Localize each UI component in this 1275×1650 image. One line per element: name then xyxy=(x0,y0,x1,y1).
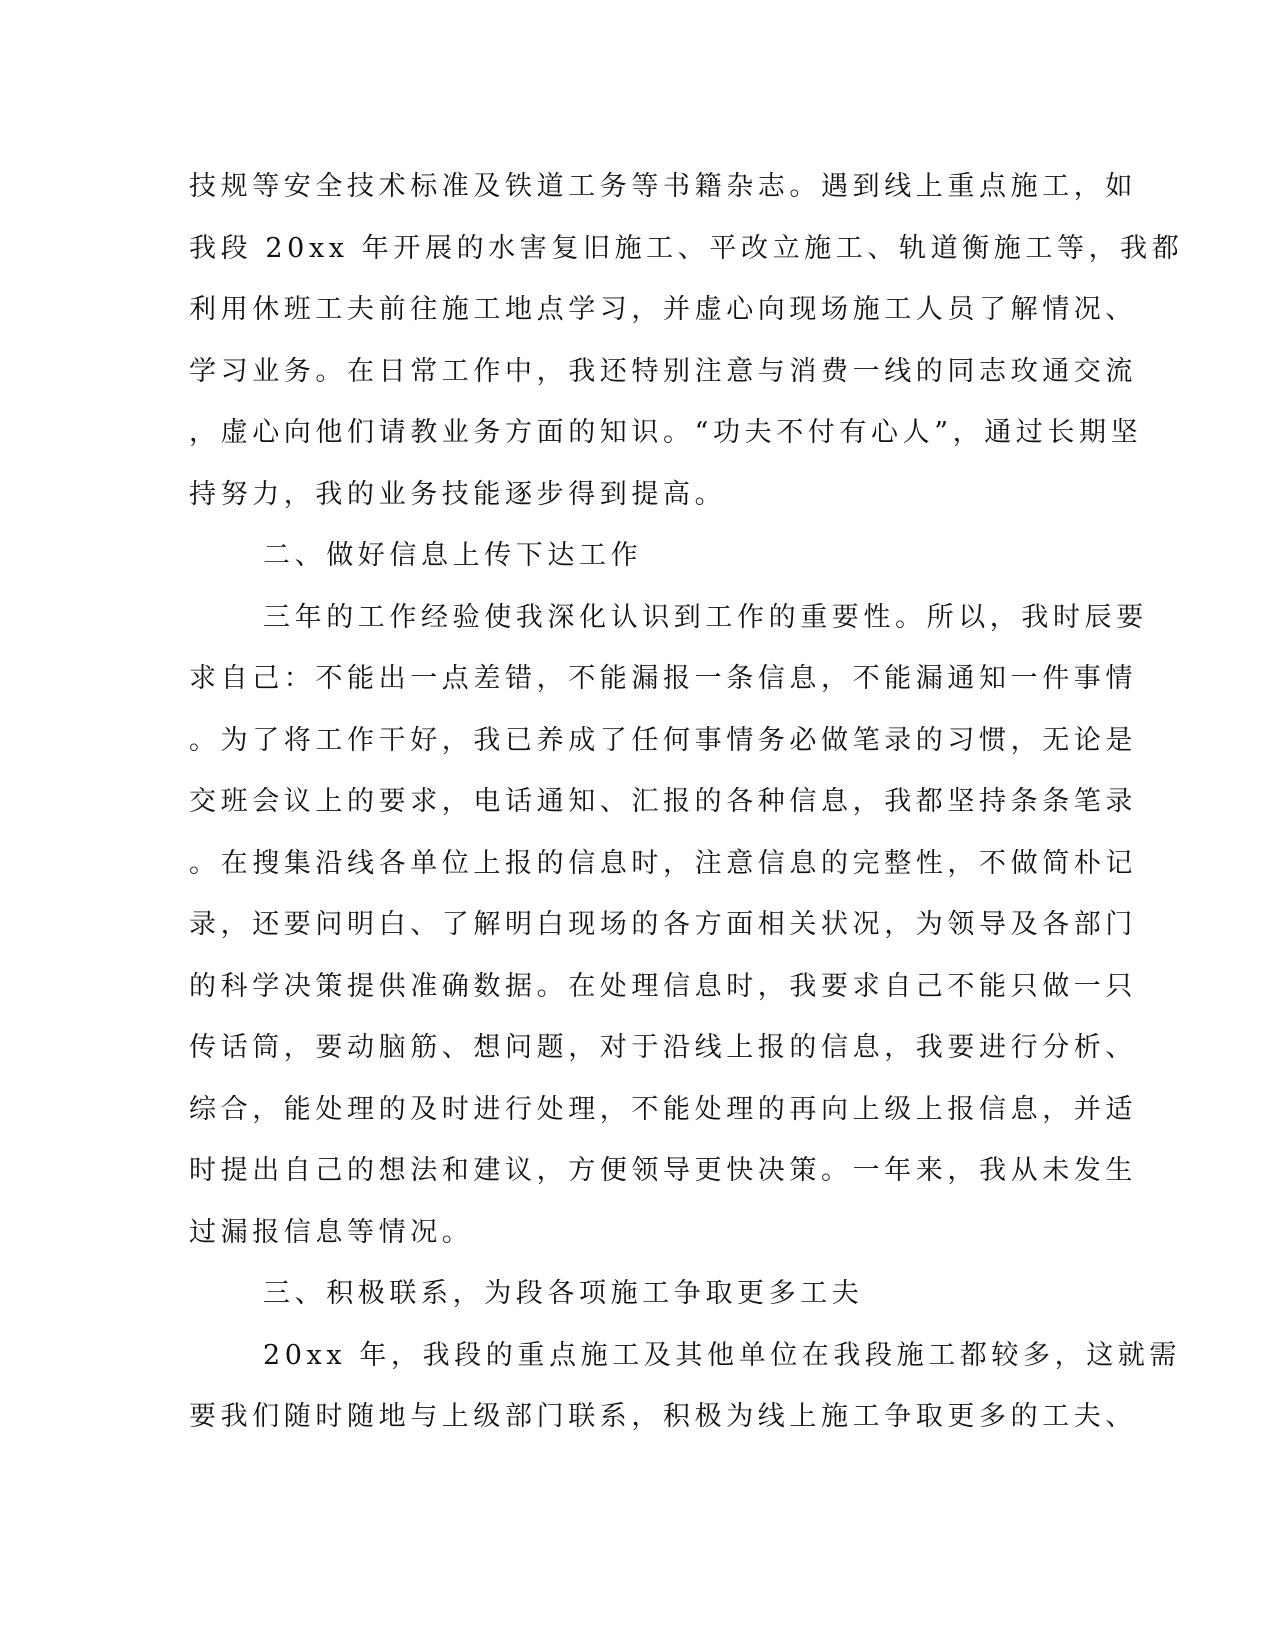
paragraph-first-line: 20xx 年，我段的重点施工及其他单位在我段施工都较多，这就需 xyxy=(263,1339,1181,1371)
text-line: 我段 20xx 年开展的水害复旧施工、平改立施工、轨道衡施工等，我都 xyxy=(189,232,1184,264)
text-line: 。在搜集沿线各单位上报的信息时，注意信息的完整性，不做简朴记 xyxy=(189,847,1137,879)
text-line: 综合，能处理的及时进行处理，不能处理的再向上级上报信息，并适 xyxy=(189,1093,1137,1125)
document-body xyxy=(189,156,1184,1448)
section-heading: 二、做好信息上传下达工作 xyxy=(263,540,643,571)
text-line: 学习业务。在日常工作中，我还特别注意与消费一线的同志玫通交流 xyxy=(189,355,1137,387)
text-line: 录，还要问明白、了解明白现场的各方面相关状况，为领导及各部门 xyxy=(189,909,1137,940)
text-line: 求自己：不能出一点差错，不能漏报一条信息，不能漏通知一件事情 xyxy=(189,663,1137,694)
text-line: 持努力，我的业务技能逐步得到提高。 xyxy=(189,478,727,510)
text-line: 传话筒，要动脑筋、想问题，对于沿线上报的信息，我要进行分析、 xyxy=(189,1032,1137,1063)
text-line: 过漏报信息等情况。 xyxy=(189,1216,474,1248)
text-line: 技规等安全技术标准及铁道工务等书籍杂志。遇到线上重点施工，如 xyxy=(189,171,1137,202)
text-line: 利用休班工夫前往施工地点学习，并虚心向现场施工人员了解情况、 xyxy=(189,294,1137,325)
text-line: ，虚心向他们请教业务方面的知识。“功夫不付有心人”，通过长期坚 xyxy=(189,417,1143,448)
text-line: 。为了将工作干好，我已养成了任何事情务必做笔录的习惯，无论是 xyxy=(189,724,1137,756)
text-line: 的科学决策提供准确数据。在处理信息时，我要求自己不能只做一只 xyxy=(189,970,1137,1002)
paragraph-first-line: 三年的工作经验使我深化认识到工作的重要性。所以，我时辰要 xyxy=(263,601,1148,633)
section-heading: 三、积极联系，为段各项施工争取更多工夫 xyxy=(263,1278,864,1309)
text-line: 交班会议上的要求，电话通知、汇报的各种信息，我都坚持条条笔录 xyxy=(189,786,1137,817)
text-line: 时提出自己的想法和建议，方便领导更快决策。一年来，我从未发生 xyxy=(189,1155,1137,1186)
text-line: 要我们随时随地与上级部门联系，积极为线上施工争取更多的工夫、 xyxy=(189,1401,1137,1432)
